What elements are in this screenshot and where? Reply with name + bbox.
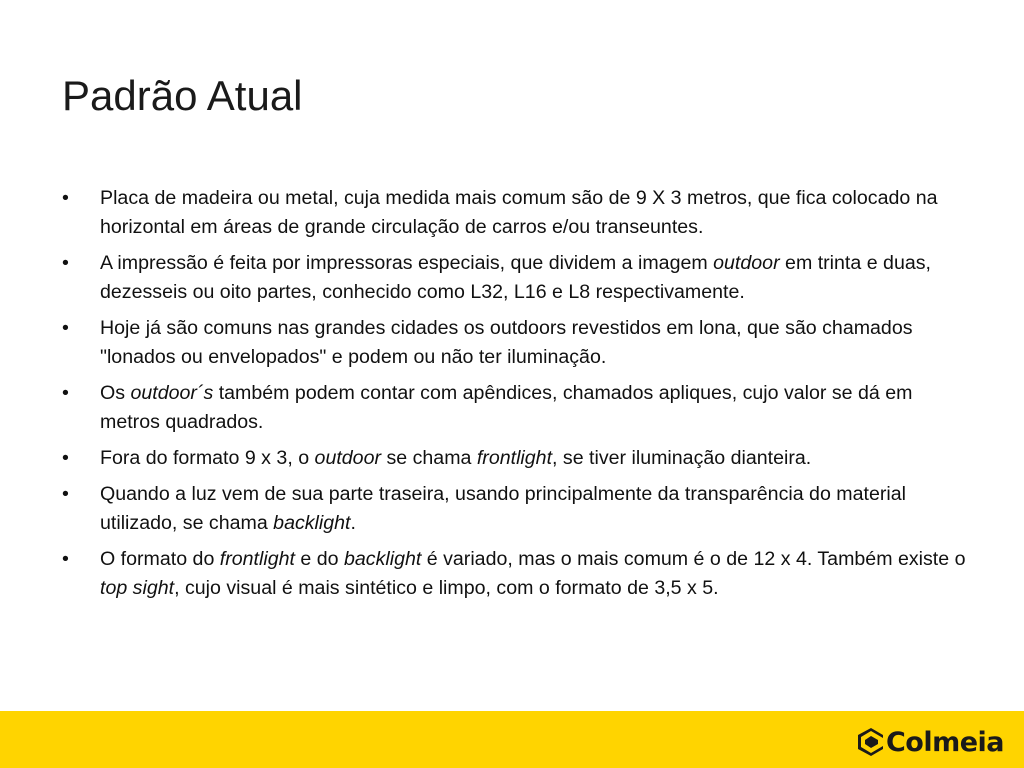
bullet-italic-run: backlight xyxy=(343,548,422,570)
bullet-italic-run: outdoor xyxy=(713,252,780,274)
bullet-text-run: também podem contar com apêndices, chamados apliques, cujo valor se dá em metros quadrados. xyxy=(100,382,913,433)
bullet-text-run: em trinta e duas, dezesseis ou oito partes, conhecido como L32, L16 e L8 respectivamente. xyxy=(100,252,931,303)
bullet-item xyxy=(62,444,967,473)
bullet-text-run: Os xyxy=(100,382,131,404)
bullet-item xyxy=(62,249,967,307)
bullet-item xyxy=(62,314,967,372)
bullet-text-run: , se tiver iluminação dianteira. xyxy=(552,447,812,469)
bullet-text xyxy=(100,548,966,599)
bullet-marker: • xyxy=(62,483,69,505)
bullet-text-run: , cujo visual é mais sintético e limpo, com o formato de 3,5 x 5. xyxy=(174,577,719,599)
bullet-text-run: Fora do formato 9 x 3, o xyxy=(100,447,315,469)
bullet-italic-run: frontlight xyxy=(476,447,553,469)
bullet-marker: • xyxy=(62,187,69,209)
bullet-text xyxy=(100,382,912,433)
logo-text: Colmeia xyxy=(885,726,1004,758)
bullet-text-run: . xyxy=(350,512,356,534)
bullet-text-run: é variado, mas o mais comum é o de 12 x 4. Também existe o xyxy=(421,548,966,570)
bullet-marker: • xyxy=(62,252,69,274)
bullet-item xyxy=(62,184,967,242)
bullet-text-run: e do xyxy=(294,548,344,570)
bullet-marker: • xyxy=(62,317,69,339)
bullet-text xyxy=(100,483,906,534)
bullet-italic-run: backlight xyxy=(273,512,351,534)
bullet-item xyxy=(62,379,967,437)
bullet-list xyxy=(62,184,967,610)
bullet-marker: • xyxy=(62,548,69,570)
bullet-text xyxy=(100,447,811,469)
honeycomb-c-icon xyxy=(854,725,888,759)
bullet-text-run: A impressão é feita por impressoras especiais, que dividem a imagem xyxy=(100,252,714,274)
bullet-text xyxy=(100,317,913,368)
colmeia-logo xyxy=(854,722,1004,762)
bullet-italic-run: top sight xyxy=(100,577,175,599)
bullet-text-run: Quando a luz vem de sua parte traseira, usando principalmente da transparência do material utilizado, se chama xyxy=(100,483,906,534)
bullet-item xyxy=(62,545,967,603)
bullet-text-run: Hoje já são comuns nas grandes cidades os outdoors revestidos em lona, que são chamados "lonados ou envelopados" e podem ou não ter iluminação. xyxy=(100,317,913,368)
bullet-item xyxy=(62,480,967,538)
bullet-text-run: O formato do xyxy=(100,548,220,570)
bullet-text-run: Placa de madeira ou metal, cuja medida mais comum são de 9 X 3 metros, que fica colocado na horizontal em áreas de grande circulação de carros e/ou transeuntes. xyxy=(100,187,938,238)
bullet-italic-run: outdoor xyxy=(314,447,382,469)
bullet-marker: • xyxy=(62,382,69,404)
bullet-marker: • xyxy=(62,447,69,469)
bullet-text-run: se chama xyxy=(381,447,477,469)
bullet-text xyxy=(100,252,931,303)
bullet-text xyxy=(100,187,938,238)
bullet-italic-run: outdoor´s xyxy=(130,382,214,404)
bullet-italic-run: frontlight xyxy=(219,548,295,570)
slide-title: Padrão Atual xyxy=(62,72,303,119)
